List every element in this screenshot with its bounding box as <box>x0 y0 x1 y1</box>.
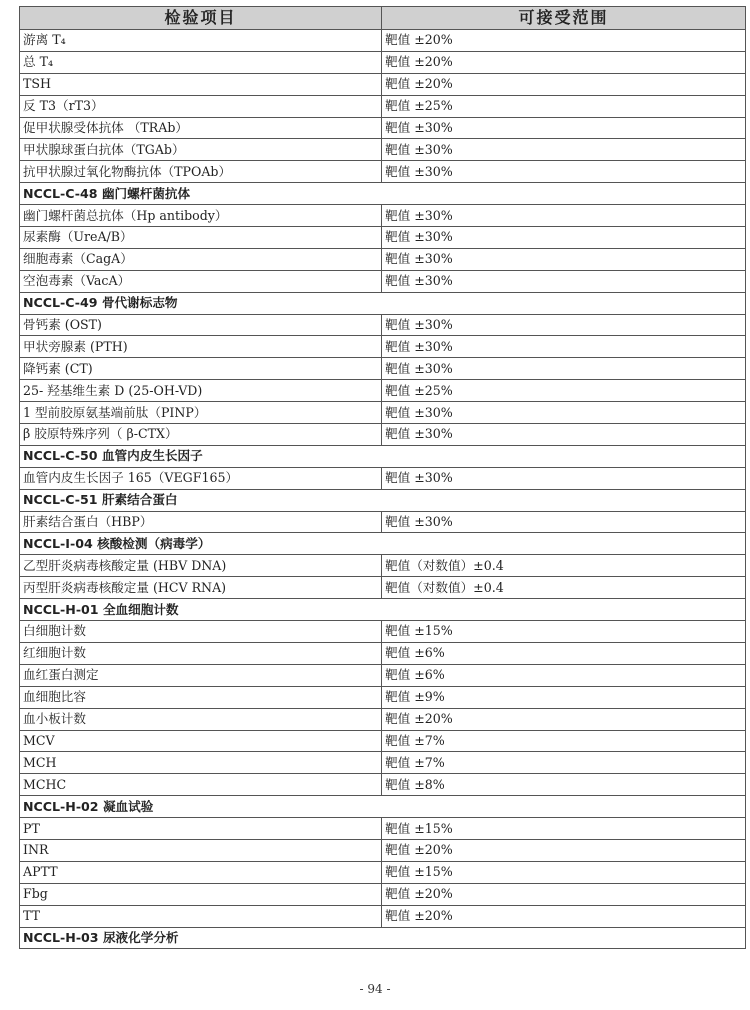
test-item-cell: 乙型肝炎病毒核酸定量 (HBV DNA) <box>20 555 382 577</box>
acceptable-range-cell: 靶值 ±20% <box>382 883 746 905</box>
acceptable-range-cell: 靶值 ±7% <box>382 730 746 752</box>
test-item-cell: 血小板计数 <box>20 708 382 730</box>
test-item-cell: MCHC <box>20 774 382 796</box>
table-header-row <box>20 7 746 30</box>
section-row <box>20 445 746 467</box>
acceptable-range-cell: 靶值 ±30% <box>382 424 746 446</box>
table-row <box>20 511 746 533</box>
acceptable-range-cell: 靶值 ±30% <box>382 467 746 489</box>
acceptable-range-cell: 靶值 ±30% <box>382 270 746 292</box>
acceptable-range-cell: 靶值 ±30% <box>382 402 746 424</box>
acceptable-range-cell: 靶值 ±30% <box>382 139 746 161</box>
acceptable-range-cell: 靶值 ±30% <box>382 161 746 183</box>
acceptable-range-cell: 靶值 ±20% <box>382 30 746 52</box>
test-item-cell: 血细胞比容 <box>20 686 382 708</box>
table-row <box>20 270 746 292</box>
test-item-cell: PT <box>20 818 382 840</box>
table-row <box>20 51 746 73</box>
table-row <box>20 686 746 708</box>
acceptable-range-cell: 靶值 ±25% <box>382 380 746 402</box>
column-header-item: 检验项目 <box>20 7 382 30</box>
table-row <box>20 161 746 183</box>
section-title: NCCL-C-50 血管内皮生长因子 <box>20 445 746 467</box>
table-row <box>20 730 746 752</box>
table-row <box>20 818 746 840</box>
test-item-cell: 血红蛋白测定 <box>20 664 382 686</box>
test-item-cell: 肝素结合蛋白（HBP） <box>20 511 382 533</box>
section-row <box>20 599 746 621</box>
table-row <box>20 861 746 883</box>
test-item-cell: 尿素酶（UreA/B） <box>20 227 382 249</box>
test-item-cell: TSH <box>20 73 382 95</box>
section-title: NCCL-C-49 骨代谢标志物 <box>20 292 746 314</box>
acceptable-range-cell: 靶值 ±15% <box>382 861 746 883</box>
acceptable-range-cell: 靶值 ±20% <box>382 839 746 861</box>
table-row <box>20 205 746 227</box>
section-title: NCCL-H-02 凝血试验 <box>20 796 746 818</box>
test-item-cell: 25- 羟基维生素 D (25-OH-VD) <box>20 380 382 402</box>
test-item-cell: 骨钙素 (OST) <box>20 314 382 336</box>
test-item-cell: β 胶原特殊序列（ β-CTX） <box>20 424 382 446</box>
test-item-cell: Fbg <box>20 883 382 905</box>
table-row <box>20 336 746 358</box>
table-row <box>20 883 746 905</box>
acceptable-range-cell: 靶值 ±20% <box>382 708 746 730</box>
table-row <box>20 424 746 446</box>
section-title: NCCL-H-01 全血细胞计数 <box>20 599 746 621</box>
table-row <box>20 839 746 861</box>
acceptable-range-cell: 靶值 ±25% <box>382 95 746 117</box>
test-item-cell: 降钙素 (CT) <box>20 358 382 380</box>
acceptable-range-cell: 靶值 ±30% <box>382 358 746 380</box>
table-row <box>20 248 746 270</box>
section-row <box>20 927 746 949</box>
table-row <box>20 664 746 686</box>
acceptable-range-cell: 靶值（对数值）±0.4 <box>382 555 746 577</box>
acceptable-range-cell: 靶值 ±30% <box>382 117 746 139</box>
table-row <box>20 905 746 927</box>
acceptable-range-cell: 靶值 ±7% <box>382 752 746 774</box>
section-title: NCCL-I-04 核酸检测（病毒学） <box>20 533 746 555</box>
table-row <box>20 314 746 336</box>
acceptance-range-table <box>19 6 746 949</box>
table-row <box>20 95 746 117</box>
section-title: NCCL-C-48 幽门螺杆菌抗体 <box>20 183 746 205</box>
test-item-cell: 游离 T₄ <box>20 30 382 52</box>
table-row <box>20 402 746 424</box>
test-item-cell: 幽门螺杆菌总抗体（Hp antibody） <box>20 205 382 227</box>
table-row <box>20 139 746 161</box>
test-item-cell: 总 T₄ <box>20 51 382 73</box>
acceptable-range-cell: 靶值 ±8% <box>382 774 746 796</box>
test-item-cell: 1 型前胶原氨基端前肽（PINP） <box>20 402 382 424</box>
table-row <box>20 774 746 796</box>
table-row <box>20 752 746 774</box>
table-row <box>20 117 746 139</box>
table-row <box>20 621 746 643</box>
test-item-cell: APTT <box>20 861 382 883</box>
table-row <box>20 380 746 402</box>
table-row <box>20 708 746 730</box>
test-item-cell: 空泡毒素（VacA） <box>20 270 382 292</box>
acceptable-range-cell: 靶值 ±20% <box>382 51 746 73</box>
acceptable-range-cell: 靶值 ±30% <box>382 248 746 270</box>
test-item-cell: 抗甲状腺过氧化物酶抗体（TPOAb） <box>20 161 382 183</box>
test-item-cell: 丙型肝炎病毒核酸定量 (HCV RNA) <box>20 577 382 599</box>
acceptable-range-cell: 靶值 ±15% <box>382 818 746 840</box>
section-row <box>20 489 746 511</box>
acceptable-range-cell: 靶值 ±20% <box>382 905 746 927</box>
test-item-cell: TT <box>20 905 382 927</box>
acceptable-range-cell: 靶值 ±6% <box>382 664 746 686</box>
table-row <box>20 555 746 577</box>
table-row <box>20 227 746 249</box>
test-item-cell: 促甲状腺受体抗体 （TRAb） <box>20 117 382 139</box>
section-row <box>20 533 746 555</box>
acceptable-range-cell: 靶值 ±30% <box>382 336 746 358</box>
table-row <box>20 467 746 489</box>
test-item-cell: 血管内皮生长因子 165（VEGF165） <box>20 467 382 489</box>
acceptable-range-cell: 靶值 ±30% <box>382 314 746 336</box>
section-title: NCCL-H-03 尿液化学分析 <box>20 927 746 949</box>
table-row <box>20 30 746 52</box>
test-item-cell: MCV <box>20 730 382 752</box>
test-item-cell: 细胞毒素（CagA） <box>20 248 382 270</box>
table-body <box>20 30 746 949</box>
test-item-cell: 甲状旁腺素 (PTH) <box>20 336 382 358</box>
acceptable-range-cell: 靶值 ±20% <box>382 73 746 95</box>
section-row <box>20 796 746 818</box>
acceptable-range-cell: 靶值 ±15% <box>382 621 746 643</box>
acceptable-range-cell: 靶值（对数值）±0.4 <box>382 577 746 599</box>
test-item-cell: 白细胞计数 <box>20 621 382 643</box>
table-row <box>20 358 746 380</box>
table-row <box>20 577 746 599</box>
section-row <box>20 183 746 205</box>
test-item-cell: 甲状腺球蛋白抗体（TGAb） <box>20 139 382 161</box>
section-row <box>20 292 746 314</box>
test-item-cell: 红细胞计数 <box>20 642 382 664</box>
page-number: - 94 - <box>359 982 391 996</box>
acceptable-range-cell: 靶值 ±6% <box>382 642 746 664</box>
acceptance-range-table-container <box>19 6 745 949</box>
test-item-cell: INR <box>20 839 382 861</box>
acceptable-range-cell: 靶值 ±30% <box>382 227 746 249</box>
column-header-range: 可接受范围 <box>382 7 746 30</box>
table-row <box>20 73 746 95</box>
acceptable-range-cell: 靶值 ±30% <box>382 205 746 227</box>
section-title: NCCL-C-51 肝素结合蛋白 <box>20 489 746 511</box>
test-item-cell: 反 T3（rT3） <box>20 95 382 117</box>
acceptable-range-cell: 靶值 ±9% <box>382 686 746 708</box>
test-item-cell: MCH <box>20 752 382 774</box>
table-row <box>20 642 746 664</box>
acceptable-range-cell: 靶值 ±30% <box>382 511 746 533</box>
